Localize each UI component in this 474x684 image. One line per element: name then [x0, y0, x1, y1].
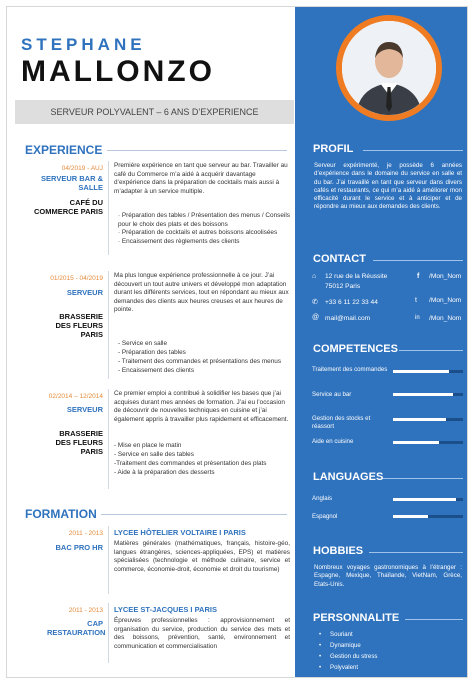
formation-heading: FORMATION — [25, 507, 97, 521]
skill-bar-fill — [393, 418, 446, 421]
at-icon: @ — [312, 314, 320, 321]
bullet-icon: • — [319, 653, 322, 660]
exp3-bullet: -Traitement des commandes et présentation des plats — [114, 460, 267, 467]
bullet-icon: • — [319, 664, 322, 671]
exp3-description: Ce premier emploi a contribué à solidifier les bases que j’ai acquises durant mes années de formation. J’ai eu l’occasion de découvrir de nouvelles techniques en cuisine et j’ai également appris à travailler plus rapidement et efficacement. — [114, 390, 289, 423]
facebook-icon: f — [417, 273, 420, 280]
languages-rule — [383, 478, 463, 479]
contact-address-line1: 12 rue de la Réussite — [325, 273, 388, 280]
linkedin-link[interactable]: /Mon_Nom — [429, 315, 462, 322]
form2-school: LYCEE ST-JACQUES I PARIS — [114, 605, 217, 614]
exp1-date: 04/2019 - AUJ — [61, 165, 103, 172]
competences-heading: COMPETENCES — [313, 343, 398, 355]
language-label: Espagnol — [312, 513, 338, 520]
form1-school: LYCEE HÔTELIER VOLTAIRE I PARIS — [114, 528, 246, 537]
skill-bar-fill — [393, 370, 449, 373]
exp2-divider — [108, 271, 109, 379]
twitter-icon: t — [415, 297, 417, 304]
personnalite-rule — [405, 619, 463, 620]
bullet-icon: • — [319, 642, 322, 649]
last-name: MALLONZO — [21, 55, 215, 88]
profil-text: Serveur expérimenté, je possède 6 années d’expérience dans le domaine du service en salle et du bar. J’ai travaillé en tant que serveur dans divers cafés et restaurants, ce qui m’a aidé à améliorer mon efficacité durant le service et à anticiper et de répondre au mieux aux demandes des clients. — [314, 162, 462, 211]
exp3-bullet: - Aide à la préparation des desserts — [114, 469, 215, 476]
hobbies-heading: HOBBIES — [313, 545, 364, 557]
exp1-divider — [108, 161, 109, 255]
skill-bar — [393, 441, 463, 444]
trait-item: Polyvalent — [330, 664, 359, 671]
phone-icon: ✆ — [312, 299, 318, 306]
skill-bar — [393, 418, 463, 421]
personnalite-heading: PERSONNALITE — [313, 612, 400, 624]
form2-date: 2011 - 2013 — [68, 607, 103, 614]
cv-page — [6, 6, 468, 678]
contact-email[interactable]: mail@mail.com — [325, 315, 371, 322]
formation-rule — [101, 514, 287, 515]
language-label: Anglais — [312, 495, 332, 502]
skill-bar-fill — [393, 393, 453, 396]
exp3-bullet: - Mise en place le matin — [114, 442, 182, 449]
exp2-bullet: - Traitement des commandes et présentations des menus — [118, 358, 282, 365]
language-bar — [393, 515, 463, 518]
home-icon: ⌂ — [312, 273, 317, 280]
form1-description: Matières générales (mathématiques, français, histoire-géo, langues étrangères, sciences-appliquées, EPS) et matières spécialisées (technologie et méthode culinaire, service et commerce, économie-droit, économie et droit du tourisme) — [114, 540, 290, 573]
first-name: STEPHANE — [21, 35, 146, 54]
exp2-description: Ma plus longue expérience professionnelle à ce jour. J’ai découvert un tout autre univers et développé mon adaptation durant les différents services, tout en répondant au mieux aux demandes des clients aux heures creuses et aux heures de pointe. — [114, 272, 289, 314]
trait-item: Gestion du stress — [330, 653, 378, 660]
twitter-link[interactable]: /Mon_Nom — [429, 297, 462, 304]
exp2-date: 01/2015 - 04/2019 — [50, 275, 103, 282]
language-bar-fill — [393, 498, 456, 501]
experience-rule — [107, 150, 287, 151]
exp2-bullet: - Préparation des tables — [118, 349, 186, 356]
experience-heading: EXPERIENCE — [25, 143, 103, 157]
linkedin-icon: in — [415, 315, 420, 321]
skill-bar — [393, 370, 463, 373]
job-title-band: SERVEUR POLYVALENT – 6 ANS D’EXPERIENCE — [15, 100, 294, 124]
contact-heading: CONTACT — [313, 253, 366, 265]
profile-photo — [336, 15, 442, 121]
profil-heading: PROFIL — [313, 143, 354, 155]
exp2-bullet: - Service en salle — [118, 340, 168, 347]
exp1-bullet: · Encaissement des règlements des clients — [118, 238, 240, 245]
person-photo-icon — [342, 21, 436, 115]
languages-heading: LANGUAGES — [313, 471, 384, 483]
form2-degree: CAP RESTAURATION — [47, 619, 106, 637]
exp2-bullet: - Encaissement des clients — [118, 367, 195, 374]
exp1-bullet: · Préparation de cocktails et autres boissons alcoolisées — [118, 229, 278, 236]
contact-phone: +33 6 11 22 33 44 — [325, 299, 378, 306]
exp1-description: Première expérience en tant que serveur au bar. Travailler au café du Commerce m’a aidé à acquérir davantage d’expérience dans la préparation de cocktails mais aussi à m’adapter à un service multiple. — [114, 162, 288, 195]
exp3-date: 02/2014 – 12/2014 — [48, 393, 103, 400]
bullet-icon: • — [319, 631, 322, 638]
skill-label: Service au bar — [312, 391, 352, 398]
skill-bar — [393, 393, 463, 396]
exp3-role: SERVEUR — [66, 405, 103, 414]
exp3-divider — [108, 389, 109, 489]
competences-rule — [399, 350, 463, 351]
hobbies-text: Nombreux voyages gastronomiques à l’étranger : Espagne, Mexique, Thaïlande, VietNam, Grèce, Etats-Unis. — [314, 564, 462, 588]
hobbies-rule — [369, 552, 463, 553]
form1-divider — [108, 526, 109, 594]
exp1-role: SERVEUR BAR & SALLE — [41, 174, 103, 192]
exp1-bullet: · Préparation des tables / Présentation des menus / Conseils pour le choix des plats et des boissons — [118, 212, 290, 228]
skill-label: Traitement des commandes — [312, 366, 388, 373]
language-bar — [393, 498, 463, 501]
skill-label: Gestion des stocks et réassort — [312, 415, 371, 430]
language-bar-fill — [393, 515, 428, 518]
profil-rule — [363, 150, 463, 151]
exp1-company: CAFÉ DU COMMERCE PARIS — [33, 198, 103, 216]
trait-item: Dynamique — [330, 642, 361, 649]
exp2-role: SERVEUR — [66, 288, 103, 297]
trait-item: Souriant — [330, 631, 353, 638]
exp3-bullet: - Service en salle des tables — [114, 451, 194, 458]
skill-bar-fill — [393, 441, 439, 444]
form1-date: 2011 - 2013 — [68, 530, 103, 537]
form2-divider — [108, 603, 109, 663]
form1-degree: BAC PRO HR — [55, 543, 103, 552]
skill-label: Aide en cuisine — [312, 438, 354, 445]
exp3-company: BRASSERIE DES FLEURS PARIS — [55, 429, 103, 456]
facebook-link[interactable]: /Mon_Nom — [429, 273, 462, 280]
form2-description: Épreuves professionnelles : approvisionnement et organisation du service, production du service des mets et des boissons, prévention, santé, environnement et communication et commercialisation — [114, 617, 290, 650]
contact-rule — [373, 260, 463, 261]
exp2-company: BRASSERIE DES FLEURS PARIS — [55, 312, 103, 339]
contact-address-line2: 75012 Paris — [325, 283, 361, 290]
